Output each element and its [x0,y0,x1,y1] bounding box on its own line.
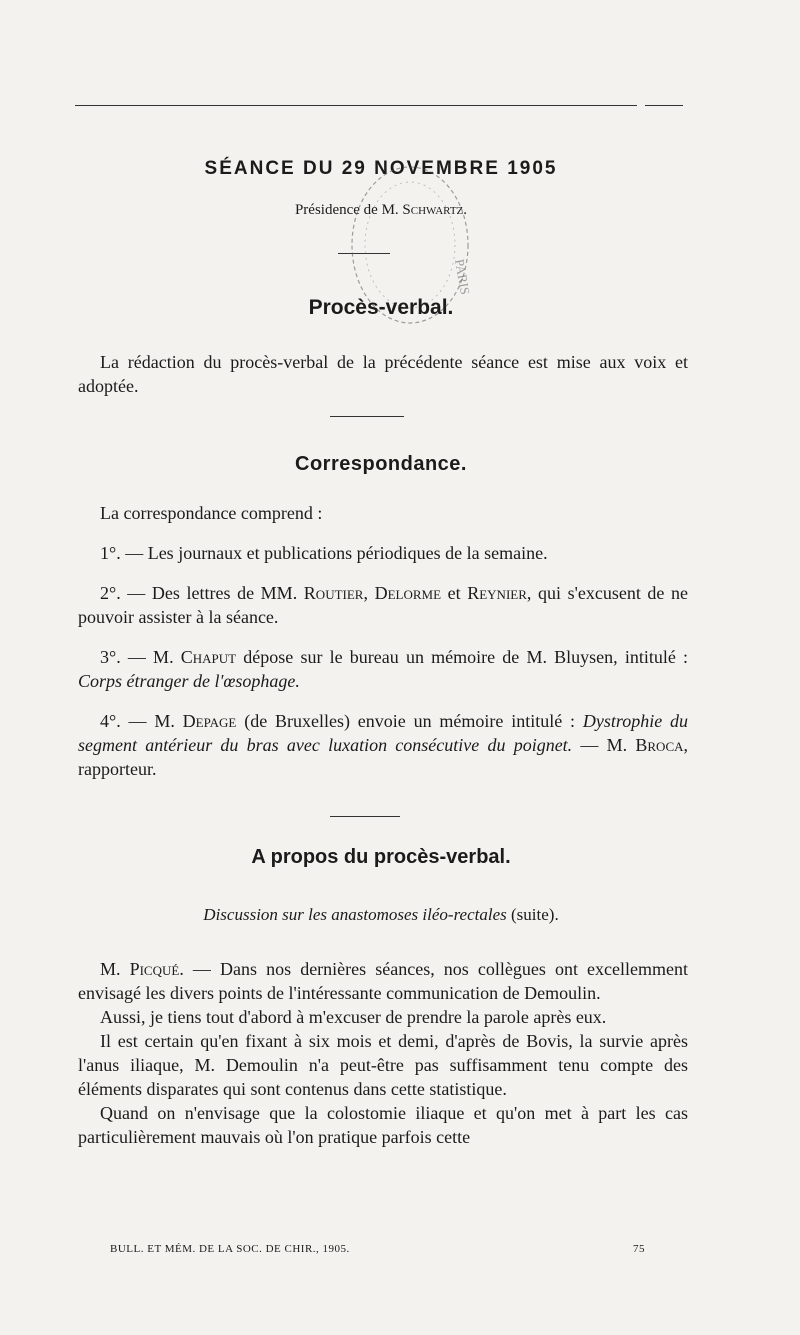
correspondance-intro: La correspondance comprend : [100,503,323,523]
page-number: 75 [633,1243,645,1255]
library-stamp [345,150,475,330]
top-rule-short [645,105,683,106]
correspondance-title: Correspondance. [295,453,467,475]
president-name: Schwartz. [402,202,468,218]
paragraph-2: Aussi, je tiens tout d'abord à m'excuser de prendre la parole après eux. [100,1007,607,1027]
correspondance-item-4: 4°. — M. Depage (de Bruxelles) envoie un mémoire intitulé : Dystrophie du segment antérieur du bras avec luxation consécutive du poignet. — M. Broca, rapporteur. [78,711,689,779]
proces-verbal-text: La rédaction du procès-verbal de la précédente séance est mise aux voix et adoptée. [78,352,688,396]
paragraph-3: Il est certain qu'en fixant à six mois et demi, d'après de Bovis, la survie après l'anus iliaque, M. Demoulin n'a peut-être pas suffisamment tenu compte des éléments disparates qui sont contenus dans cette statistique. [78,1031,688,1099]
discussion-subtitle: Discussion sur les anastomoses iléo-rectales (suite). [203,905,559,924]
presidence-text: Présidence de M. [294,202,399,218]
correspondance-item-1: 1°. — Les journaux et publications périodiques de la semaine. [100,543,548,563]
stamp-text: PARIS [452,257,474,296]
paragraph-1: M. Picqué. — Dans nos dernières séances, nos collègues ont excellemment envisagé les divers points de l'intéressante communication de Demoulin. [78,959,689,1003]
apropos-title: A propos du procès-verbal. [251,846,511,868]
correspondance-item-3: 3°. — M. Chaput dépose sur le bureau un mémoire de M. Bluysen, intitulé : Corps étranger de l'œsophage. [78,647,688,691]
journal-reference: BULL. ET MÉM. DE LA SOC. DE CHIR., 1905. [110,1243,350,1255]
session-title: SÉANCE DU 29 NOVEMBRE 1905 [204,158,558,179]
divider [330,416,404,417]
correspondance-item-2: 2°. — Des lettres de MM. Routier, Delorme et Reynier, qui s'excusent de ne pouvoir assister à la séance. [78,583,689,627]
apropos-body [78,957,688,1149]
paragraph-4: Quand on n'envisage que la colostomie iliaque et qu'on met à part les cas particulièrement mauvais où l'on pratique parfois cette [78,1103,688,1147]
proces-verbal-title: Procès-verbal. [308,296,454,319]
top-rule [75,105,637,106]
correspondance-body [78,501,688,781]
page-footer [110,1243,645,1255]
divider [330,816,400,817]
proces-verbal-body [78,350,688,398]
